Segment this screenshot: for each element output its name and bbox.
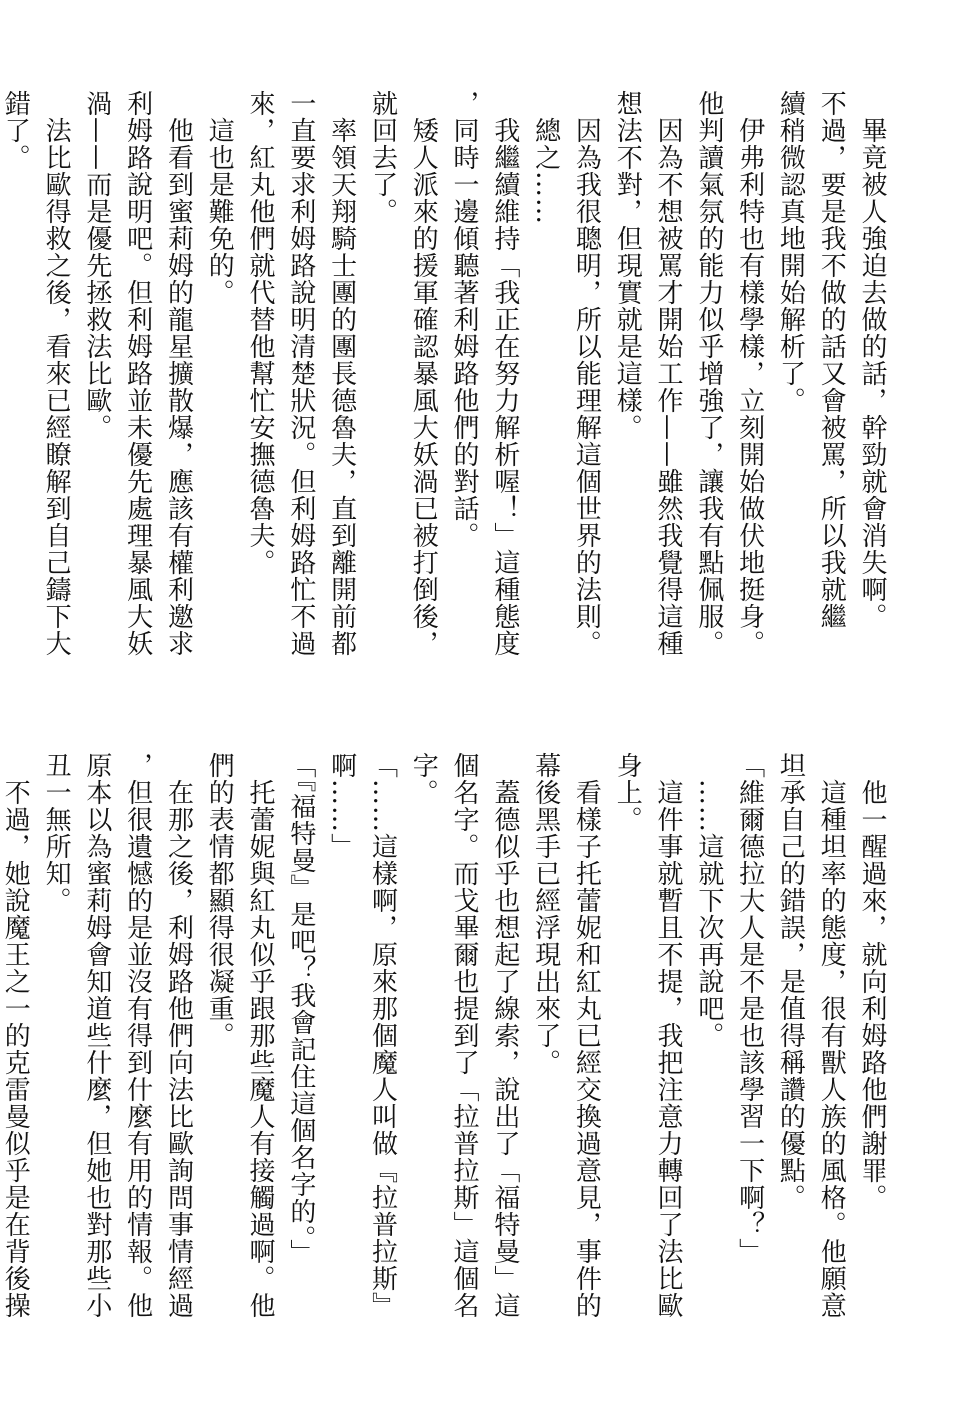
upper-text-line: 利姆路說明吧。但利姆路並未優先處理暴風大妖 [122, 90, 153, 657]
lower-text-block [0, 752, 892, 1319]
upper-text-line: 總之…… [530, 90, 561, 225]
lower-text-line: 「『福特曼』是吧？我會記住這個名字的。」 [285, 752, 316, 1266]
upper-text-line: 法比歐得救之後，看來已經瞭解到自己鑄下大 [41, 90, 72, 657]
upper-text-line: 一直要求利姆路說明清楚狀況。但利姆路忙不過 [285, 90, 316, 657]
lower-text-line: 「維爾德拉大人是不是也該學習一下啊？」 [734, 752, 765, 1265]
upper-text-line: 這也是難免的。 [204, 90, 235, 306]
lower-text-line: 蓋德似乎也想起了線索，說出了「福特曼」這 [489, 752, 520, 1319]
lower-text-line: 個名字。而戈畢爾也提到了「拉普拉斯」這個名 [449, 752, 480, 1319]
upper-text-line: 他看到蜜莉姆的龍星擴散爆，應該有權利邀求 [163, 90, 194, 657]
lower-text-line: 坦承自己的錯誤，是值得稱讚的優點。 [775, 752, 806, 1211]
upper-text-line: 不過，要是我不做的話又會被罵，所以我就繼 [816, 90, 847, 630]
lower-text-line: 這種坦率的態度，很有獸人族的風格。他願意 [816, 752, 847, 1319]
lower-text-line: 原本以為蜜莉姆會知道些什麼，但她也對那些小 [81, 752, 112, 1319]
upper-text-line: ，同時一邊傾聽著利姆路他們的對話。 [449, 90, 480, 549]
upper-text-line: 續稍微認真地開始解析了。 [775, 90, 806, 414]
lower-text-line: 他一醒過來，就向利姆路他們謝罪。 [857, 752, 887, 1211]
lower-text-line: 托蕾妮與紅丸似乎跟那些魔人有接觸過啊。他 [245, 752, 276, 1319]
upper-text-line: 錯了。 [0, 90, 31, 171]
lower-text-line: 看樣子托蕾妮和紅丸已經交換過意見，事件的 [571, 752, 602, 1319]
upper-text-line: 渦——而是優先拯救法比歐。 [81, 90, 112, 441]
upper-text-line: 因為我很聰明，所以能理解這個世界的法則。 [571, 90, 602, 657]
upper-text-block [0, 90, 892, 690]
lower-text-line: 不過，她說魔王之一的克雷曼似乎是在背後操 [0, 752, 31, 1319]
lower-text-line: 在那之後，利姆路他們向法比歐詢問事情經過 [163, 752, 194, 1319]
lower-text-line: 們的表情都顯得很凝重。 [204, 752, 235, 1049]
lower-text-line: 身上。 [612, 752, 643, 833]
lower-text-line: 啊……」 [326, 752, 357, 860]
upper-text-line: 畢竟被人強迫去做的話，幹勁就會消失啊。 [857, 90, 887, 630]
upper-text-line: 他判讀氣氛的能力似乎增強了，讓我有點佩服。 [693, 90, 724, 657]
upper-text-line: 率領天翔騎士團的團長德魯夫，直到離開前都 [326, 90, 357, 657]
lower-text-line: 幕後黑手已經浮現出來了。 [530, 752, 561, 1076]
lower-text-line: 這件事就暫且不提，我把注意力轉回了法比歐 [653, 752, 684, 1319]
lower-text-line: 丑一無所知。 [41, 752, 72, 914]
upper-text-line: 我繼續維持「我正在努力解析喔！」這種態度 [489, 90, 520, 657]
upper-text-line: 因為不想被罵才開始工作——雖然我覺得這種 [653, 90, 684, 657]
lower-text-line: ……這就下次再說吧。 [693, 752, 724, 1049]
upper-text-line: 想法不對，但現實就是這樣。 [612, 90, 643, 441]
lower-text-line: ，但很遺憾的是並沒有得到什麼有用的情報。他 [122, 752, 153, 1319]
upper-text-line: 伊弗利特也有樣學樣，立刻開始做伏地挺身。 [734, 90, 765, 657]
lower-text-line: 「……這樣啊，原來那個魔人叫做『拉普拉斯』 [367, 752, 398, 1319]
upper-text-line: 矮人派來的援軍確認暴風大妖渦已被打倒後， [408, 90, 439, 657]
upper-text-line: 來，紅丸他們就代替他幫忙安撫德魯夫。 [245, 90, 276, 576]
upper-text-line: 就回去了。 [367, 90, 398, 225]
lower-text-line: 字。 [408, 752, 439, 806]
